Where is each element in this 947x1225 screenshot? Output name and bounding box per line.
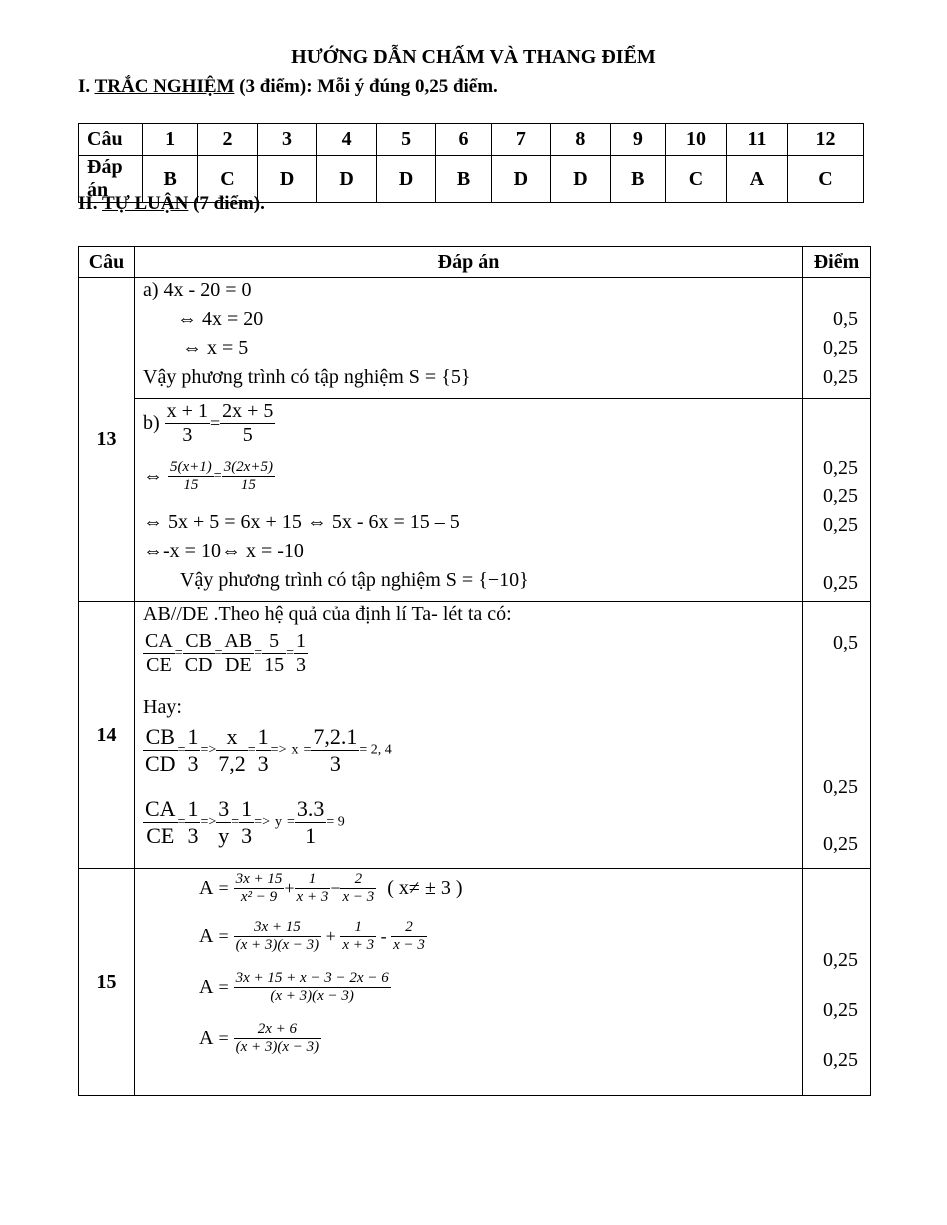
q15-line1: A = $\frac{3x + 15}{\text{x² − 9}}$ + $\frac{1}{x + 3}$ − $\frac{2}{x - 3}$ ( x≠ ± 3 ) xyxy=(199,871,463,905)
q15-line2: A = $\frac{3x + 15}{(x + 3)(x - 3)}$ + $\frac{1}{x + 3}$ - $\frac{2}{x - 3}$ xyxy=(199,919,425,953)
fraction: $\frac{x + 1}{3}$ xyxy=(166,400,208,446)
q15-condition: ( x≠ ± 3 ) xyxy=(387,877,463,899)
page-title: HƯỚNG DẪN CHẤM VÀ THANG ĐIỂM xyxy=(291,46,656,68)
q14-line1: AB//DE .Theo hệ quả của định lí Ta- lét ta có: xyxy=(143,603,512,625)
mc-question-number: 1 xyxy=(143,124,198,156)
fraction: $\frac{3x + 15 + x - 3 - 2x - 6}{(x + 3)(x - 3)}$ xyxy=(235,970,389,1004)
mc-question-number: 2 xyxy=(198,124,258,156)
q14-x-line: $\frac{CB}{CD}$ = $\frac{1}{3}$ => $\frac{x}{7,2}$ = $\frac{1}{3}$ => x = $\frac{7,2.1}{3}$ = 2, 4 xyxy=(145,724,392,776)
header-cau: Câu xyxy=(79,247,135,278)
part2-roman: II. xyxy=(78,193,98,214)
q13b-answer xyxy=(135,399,803,602)
q14-row xyxy=(79,602,871,869)
q13b-line3: ⇔ 5x + 5 = 6x + 15 ⇔ 5x - 6x = 15 – 5 xyxy=(143,511,460,533)
point: 0,25 xyxy=(823,485,858,507)
fraction: $\frac{1}{3}$ xyxy=(187,796,199,848)
mc-answer: D xyxy=(551,156,611,203)
q13a-points xyxy=(803,278,871,399)
fraction: $\frac{2x + 6}{(x + 3)(x - 3)}$ xyxy=(235,1021,320,1055)
q14-number: 14 xyxy=(79,602,135,869)
point: 0,5 xyxy=(833,308,858,330)
q13b-line2: ⇔ $\frac{5(x+1)}{15}$ = $\frac{3(2x+5)}{15}$ xyxy=(143,459,273,493)
fraction: $\frac{1}{3}$ xyxy=(257,724,269,776)
fraction: $\frac{7,2.1}{3}$ xyxy=(313,724,358,776)
mc-question-number: 4 xyxy=(317,124,377,156)
mc-answer: C xyxy=(198,156,258,203)
q13a-answer xyxy=(135,278,803,399)
mc-answer: C xyxy=(788,156,864,203)
q15-number: 15 xyxy=(79,869,135,1096)
mc-question-number: 10 xyxy=(666,124,727,156)
mc-answer: D xyxy=(317,156,377,203)
mc-answer: B xyxy=(143,156,198,203)
q14-points xyxy=(803,602,871,869)
fraction: $\frac{CB}{CD}$ xyxy=(184,630,213,676)
mc-answer: D xyxy=(491,156,551,203)
fraction: $\frac{3.3}{1}$ xyxy=(296,796,325,848)
mc-answer: D xyxy=(257,156,317,203)
point: 0,25 xyxy=(823,337,858,359)
q13b-line4: ⇔-x = 10⇔ x = -10 xyxy=(143,540,304,562)
mc-question-number: 7 xyxy=(491,124,551,156)
q13b-label: b) xyxy=(143,412,160,434)
point: 0,25 xyxy=(823,949,858,971)
q13b-line1: b) $\frac{x + 1}{3}$ = $\frac{2x + 5}{5}$ xyxy=(143,400,274,446)
mc-question-number: 9 xyxy=(610,124,665,156)
fraction: $\frac{3x + 15}{(x + 3)(x - 3)}$ xyxy=(235,919,320,953)
q13a-solution-set: {5} xyxy=(441,366,471,388)
part2-rest: (7 điểm). xyxy=(193,193,265,214)
fraction: $\frac{5(x+1)}{15}$ xyxy=(170,459,212,493)
fraction: $\frac{1}{3}$ xyxy=(296,630,307,676)
mc-answer: B xyxy=(436,156,491,203)
q13a-line3: ⇔ x = 5 xyxy=(182,337,249,359)
q14-ratio-line: $\frac{CA}{CE}$ = $\frac{CB}{CD}$ = $\frac{AB}{DE}$ = $\frac{5}{15}$ = $\frac{1}{3}$ xyxy=(145,630,307,676)
part1-heading xyxy=(78,76,498,98)
fraction: $\frac{2x + 5}{5}$ xyxy=(222,400,274,446)
essay-table xyxy=(78,246,871,1096)
part1-roman: I. xyxy=(78,76,91,97)
q13b-conclusion: Vậy phương trình có tập nghiệm S = xyxy=(180,569,479,591)
point: 0,25 xyxy=(823,572,858,594)
q15-line3: A = $\frac{3x + 15 + x - 3 - 2x - 6}{(x + 3)(x - 3)}$ xyxy=(199,970,389,1004)
mc-answer: D xyxy=(376,156,436,203)
mc-question-number: 6 xyxy=(436,124,491,156)
q14-hay: Hay: xyxy=(143,696,182,718)
q14-y-line: $\frac{CA}{CE}$ = $\frac{1}{3}$ => $\frac{3}{y}$ = $\frac{1}{3}$ => y = $\frac{3.3}{1}$ = 9 xyxy=(145,796,345,848)
mc-question-number: 5 xyxy=(376,124,436,156)
fraction: $\frac{CA}{CE}$ xyxy=(145,630,173,676)
point: 0,25 xyxy=(823,776,858,798)
fraction: $\frac{x}{7,2}$ xyxy=(218,724,246,776)
fraction: $\frac{2}{x - 3}$ xyxy=(393,919,425,953)
fraction: $\frac{CB}{CD}$ xyxy=(145,724,176,776)
fraction: $\frac{3x + 15}{\text{x² − 9}}$ xyxy=(235,871,283,905)
mc-row-label: Đáp án xyxy=(79,156,143,203)
part2-heading xyxy=(78,193,265,215)
q15-points xyxy=(803,869,871,1096)
fraction: $\frac{1}{x + 3}$ xyxy=(342,919,375,953)
q13b-line5 xyxy=(180,569,529,592)
q13b-solution-set: {−10} xyxy=(478,569,529,591)
q13a-conclusion: Vậy phương trình có tập nghiệm S = xyxy=(143,366,442,388)
fraction: $\frac{AB}{DE}$ xyxy=(224,630,253,676)
q15-answer xyxy=(135,869,803,1096)
part2-name: TỰ LUẬN xyxy=(101,193,189,214)
mc-question-number: 3 xyxy=(257,124,317,156)
q15-row xyxy=(79,869,871,1096)
fraction: $\frac{3(2x+5)}{15}$ xyxy=(223,459,273,493)
point: 0,25 xyxy=(823,1049,858,1071)
q15-line4: A = $\frac{2x + 6}{(x + 3)(x - 3)}$ xyxy=(199,1021,320,1055)
fraction: $\frac{5}{15}$ xyxy=(264,630,285,676)
header-dap-an: Đáp án xyxy=(135,247,803,278)
fraction: $\frac{3}{y}$ xyxy=(218,796,230,848)
mc-question-number: 8 xyxy=(551,124,611,156)
fraction: $\frac{2}{x - 3}$ xyxy=(342,871,375,905)
q13b-row xyxy=(79,399,871,602)
q14-answer xyxy=(135,602,803,869)
point: 0,25 xyxy=(823,999,858,1021)
q13a-line1: a) 4x - 20 = 0 xyxy=(143,279,252,301)
fraction: $\frac{1}{x + 3}$ xyxy=(296,871,329,905)
part1-name: TRẮC NGHIỆM xyxy=(94,76,235,97)
fraction: $\frac{1}{3}$ xyxy=(187,724,199,776)
mc-answer: B xyxy=(610,156,665,203)
point: 0,5 xyxy=(833,632,858,654)
mc-answer: A xyxy=(727,156,788,203)
q13a-line4 xyxy=(143,366,470,389)
mc-answer: C xyxy=(666,156,727,203)
mc-question-number: 11 xyxy=(727,124,788,156)
q13a-row xyxy=(79,278,871,399)
fraction: $\frac{1}{3}$ xyxy=(241,796,253,848)
point: 0,25 xyxy=(823,366,858,388)
point: 0,25 xyxy=(823,833,858,855)
q13a-line2: ⇔ 4x = 20 xyxy=(177,308,264,330)
point: 0,25 xyxy=(823,457,858,479)
q13b-points xyxy=(803,399,871,602)
point: 0,25 xyxy=(823,514,858,536)
q13-number: 13 xyxy=(79,278,135,602)
mc-question-number: 12 xyxy=(788,124,864,156)
fraction: $\frac{CA}{CE}$ xyxy=(145,796,176,848)
part1-rest: (3 điểm): Mỗi ý đúng 0,25 điểm. xyxy=(239,76,498,97)
essay-header-row xyxy=(79,247,871,278)
mc-row-label: Câu xyxy=(79,124,143,156)
header-diem: Điểm xyxy=(803,247,871,278)
mc-question-row xyxy=(79,124,864,156)
mc-answer-table xyxy=(78,123,864,203)
